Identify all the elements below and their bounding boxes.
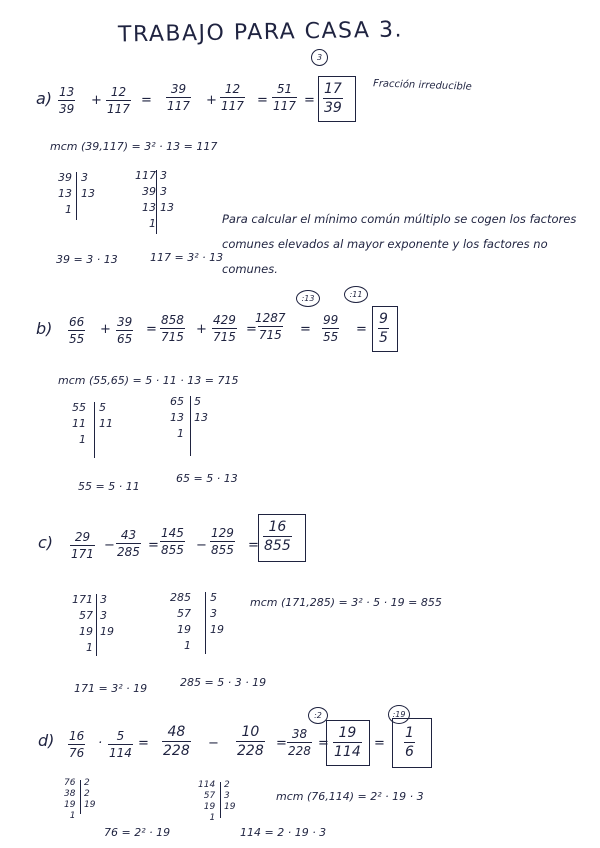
- d-simplify-circle-2: :19: [388, 705, 410, 724]
- b-factorization-2: 65 = 5 · 13: [176, 472, 238, 485]
- b-simplify-circle-2: :11: [344, 286, 368, 303]
- d-equals-4: =: [374, 736, 385, 751]
- a-division-1-divisors: 3 13: [81, 171, 95, 200]
- a-fraction-2: $\frac{12}{117}$: [107, 85, 130, 116]
- c-mcm: mcm (171,285) = 3² · 5 · 19 = 855: [250, 596, 442, 609]
- d-mcm: mcm (76,114) = 2² · 19 · 3: [276, 790, 424, 803]
- c-division-2-numbers: 285 57 19 1: [170, 591, 191, 652]
- exercise-c-label: c): [38, 533, 54, 552]
- a-mcm-explanation: Para calcular el mínimo común múltiplo se cogen los factores comunes elevados al mayor exponente y los factores no comunes.: [222, 212, 577, 276]
- b-equals-4: =: [356, 322, 367, 337]
- a-fraction-3: $\frac{39}{117}$: [167, 82, 190, 113]
- a-division-2-bar: [156, 170, 157, 234]
- a-operator-1: +: [91, 93, 102, 108]
- a-mcm: mcm (39,117) = 3² · 13 = 117: [50, 140, 218, 153]
- d-fraction-5: $\frac{38}{228}$: [288, 727, 311, 758]
- a-division-2-divisors: 3 3 13: [160, 169, 174, 214]
- d-factorization-2: 114 = 2 · 19 · 3: [240, 826, 327, 839]
- b-division-1-numbers: 55 11 1: [72, 401, 86, 446]
- b-equals-2: =: [246, 322, 257, 337]
- c-equals-1: =: [148, 538, 159, 553]
- a-division-1-numbers: 39 13 1: [58, 171, 72, 216]
- c-division-1-divisors: 3 3 19: [100, 593, 114, 638]
- b-fraction-1: $\frac{66}{55}$: [69, 315, 85, 346]
- c-operator-2: −: [196, 538, 207, 553]
- d-fraction-6: $\frac{19}{114}$: [334, 725, 361, 760]
- c-factorization-2: 285 = 5 · 3 · 19: [180, 676, 267, 689]
- b-division-2-divisors: 5 13: [194, 395, 208, 424]
- c-fraction-2: $\frac{43}{285}$: [117, 528, 140, 559]
- a-equals-3: =: [304, 93, 315, 108]
- c-fraction-4: $\frac{129}{855}$: [211, 526, 234, 557]
- d-operator-2: −: [208, 736, 219, 751]
- c-result-fraction: $\frac{16}{855}$: [264, 519, 291, 554]
- c-division-2-divisors: 5 3 19: [210, 591, 224, 636]
- a-equals-2: =: [257, 93, 268, 108]
- a-fraction-1: $\frac{13}{39}$: [59, 85, 75, 116]
- a-factorization-1: 39 = 3 · 13: [56, 253, 118, 266]
- b-division-1-divisors: 5 11: [99, 401, 113, 430]
- d-division-2-numbers: 114 57 19 1: [198, 780, 216, 823]
- d-fraction-1: $\frac{16}{76}$: [69, 729, 85, 760]
- c-operator-1: −: [104, 538, 115, 553]
- a-factorization-2: 117 = 3² · 13: [150, 251, 224, 264]
- d-equals-2: =: [276, 736, 287, 751]
- page-title: TRABAJO PARA CASA 3.: [117, 17, 404, 48]
- d-equals-3: =: [318, 736, 329, 751]
- exercise-a-label: a): [36, 89, 53, 108]
- b-fraction-2: $\frac{39}{65}$: [117, 315, 133, 346]
- d-factorization-1: 76 = 2² · 19: [104, 826, 171, 839]
- d-equals-1: =: [138, 736, 149, 751]
- b-fraction-6: $\frac{99}{55}$: [323, 313, 339, 344]
- c-factorization-1: 171 = 3² · 19: [74, 682, 148, 695]
- b-operator-2: +: [196, 322, 207, 337]
- b-fraction-3: $\frac{858}{715}$: [161, 313, 184, 344]
- b-division-2-bar: [190, 396, 191, 456]
- c-division-1-numbers: 171 57 19 1: [72, 593, 93, 654]
- a-fraction-4: $\frac{12}{117}$: [221, 82, 244, 113]
- a-simplify-circle: 3: [311, 49, 328, 66]
- d-result-fraction: $\frac{1}{6}$: [405, 725, 414, 760]
- d-division-2-divisors: 2 3 19: [224, 780, 236, 812]
- b-division-1-bar: [94, 402, 95, 458]
- d-division-1-numbers: 76 38 19 1: [64, 778, 76, 821]
- d-fraction-2: $\frac{5}{114}$: [109, 729, 132, 760]
- a-division-1-bar: [76, 172, 77, 220]
- c-fraction-3: $\frac{145}{855}$: [161, 526, 184, 557]
- b-operator-1: +: [100, 322, 111, 337]
- b-mcm: mcm (55,65) = 5 · 11 · 13 = 715: [58, 374, 239, 387]
- d-division-1-divisors: 2 2 19: [84, 778, 96, 810]
- d-simplify-circle-1: :2: [308, 707, 328, 724]
- d-division-1-bar: [80, 780, 81, 814]
- c-division-1-bar: [96, 594, 97, 656]
- b-equals-3: =: [300, 322, 311, 337]
- b-equals-1: =: [146, 322, 157, 337]
- exercise-b-label: b): [36, 319, 53, 338]
- d-operator-1: ·: [98, 736, 103, 751]
- d-fraction-4: $\frac{10}{228}$: [237, 724, 264, 759]
- b-fraction-5: $\frac{1287}{715}$: [255, 311, 286, 342]
- c-division-2-bar: [205, 592, 206, 654]
- a-remark: Fracción irreducible: [372, 78, 472, 93]
- b-result-fraction: $\frac{9}{5}$: [379, 311, 388, 346]
- a-division-2-numbers: 117 39 13 1: [135, 169, 156, 230]
- c-equals-2: =: [248, 538, 259, 553]
- a-result-fraction: $\frac{17}{39}$: [324, 81, 342, 116]
- b-division-2-numbers: 65 13 1: [170, 395, 184, 440]
- b-factorization-1: 55 = 5 · 11: [78, 480, 140, 493]
- b-simplify-circle-1: :13: [296, 290, 320, 307]
- a-operator-2: +: [206, 93, 217, 108]
- c-fraction-1: $\frac{29}{171}$: [71, 530, 94, 561]
- b-fraction-4: $\frac{429}{715}$: [213, 313, 236, 344]
- a-equals-1: =: [141, 93, 152, 108]
- d-fraction-3: $\frac{48}{228}$: [163, 724, 190, 759]
- d-division-2-bar: [220, 782, 221, 818]
- a-fraction-5: $\frac{51}{117}$: [273, 82, 296, 113]
- exercise-d-label: d): [38, 731, 55, 750]
